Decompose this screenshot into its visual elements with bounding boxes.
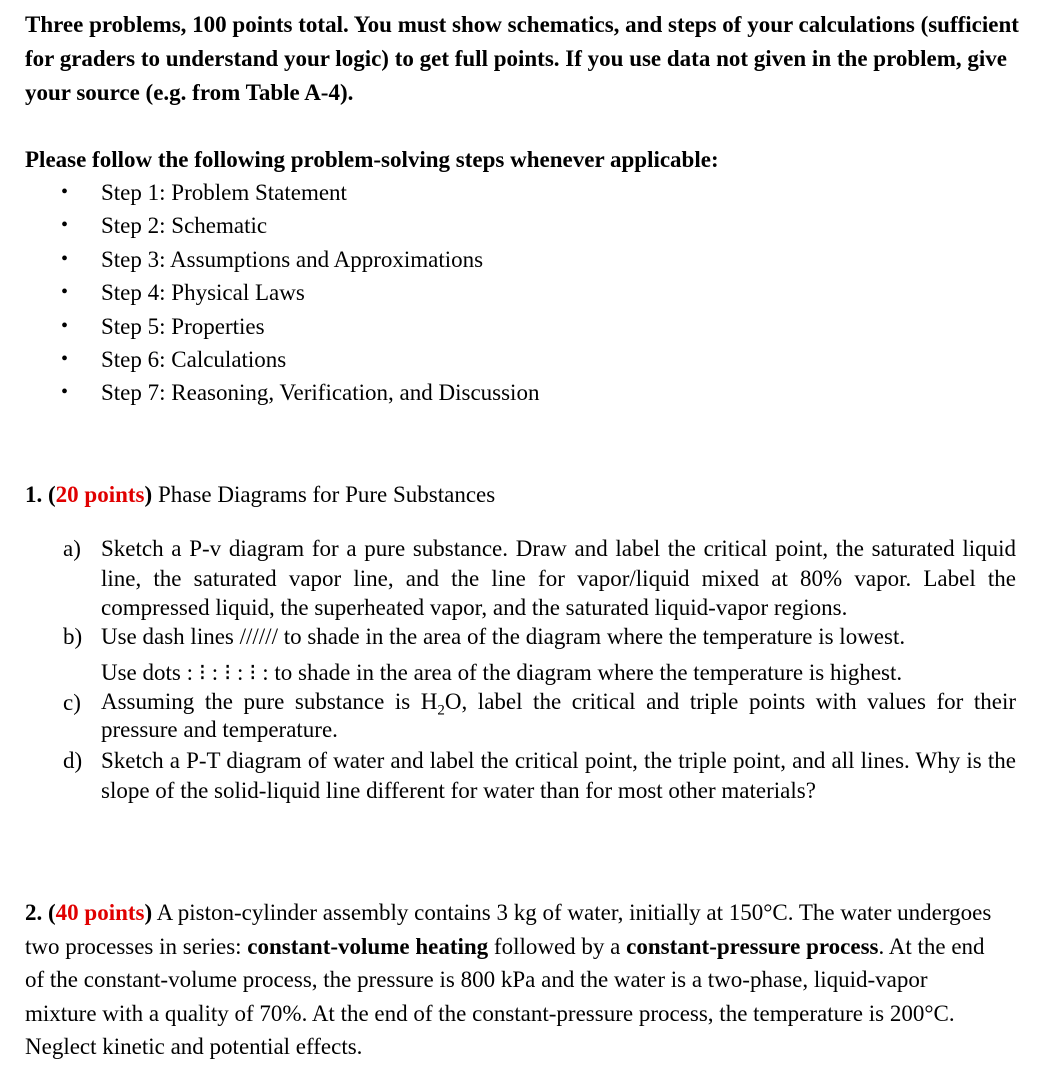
bullet-icon: • [61,381,69,404]
part-label: d) [63,748,83,773]
part-b-line1: Use dash lines ////// to shade in the area of the diagram where the temperature is lowest. [101,624,906,649]
step-text: Step 4: Physical Laws [101,280,305,306]
instructions-intro: Three problems, 100 points total. You must show schematics, and steps of your calculations (sufficient for graders to understand your logic) to get full points. If you use data not given in the problem, give your source (e.g. from Table A-4). [25,12,1019,105]
part-c-post: O, label the critical and triple points with values for their pressure and temperature. [101,689,1016,742]
bullet-icon: • [61,247,69,270]
part-label: a) [63,536,81,561]
problem1-points: 20 points [55,482,145,507]
problem2-close: ) [144,900,153,925]
bullet-icon: • [61,347,69,370]
problem2-points: 40 points [55,900,145,925]
part-text: Sketch a P-v diagram for a pure substance. Draw and label the critical point, the saturated liquid line, the saturated vapor line, and the line for vapor/liquid mixed at 80% vapor. Label the compressed liquid, the superheated vapor, and the saturated liquid-vapor regions. [101,536,1016,620]
problem2-text-1: A piston-cylinder assembly contains 3 kg of water, initially at 150°C. The water undergoes two processes in series: [25,900,992,959]
part-label: b) [63,624,83,649]
part-b-line2 [101,658,1016,688]
bullet-icon: • [61,214,69,237]
step-text: Step 6: Calculations [101,346,287,372]
subscript-2: 2 [437,702,445,719]
bullet-icon: • [61,181,69,203]
problem2-number: 2. ( [25,900,56,925]
part-b-dots-prefix: Use dots : [101,659,199,685]
problem1-heading [25,478,495,512]
problem2-paragraph [25,896,1000,1064]
problem1-close: ) [144,482,153,507]
bullet-icon: • [61,281,69,304]
part-b-dots-suffix: to shade in the area of the diagram where the temperature is highest. [268,659,903,685]
problem1-number: 1. ( [25,482,56,507]
problem2-bold-1: constant-volume heating [247,933,489,959]
step-text: Step 5: Properties [101,313,265,339]
bullet-icon: • [61,314,69,337]
step-text: Step 1: Problem Statement [101,180,347,205]
step-text: Step 3: Assumptions and Approximations [101,246,484,272]
part-c-pre: Assuming the pure substance is H [101,689,438,714]
steps-heading: Please follow the following problem-solving steps whenever applicable: [25,147,719,172]
step-text: Step 2: Schematic [101,213,268,239]
dots-pattern: ⁝ : ⁝ : ⁝ : [198,659,269,685]
part-text: Sketch a P-T diagram of water and label the critical point, the triple point, and all lines. Why is the slope of the solid-liquid line different for water than for most other materials? [101,748,1016,803]
step-text: Step 7: Reasoning, Verification, and Discussion [101,380,540,406]
problem2-text-3: . At the end of the constant-volume process, the pressure is 800 kPa and the water is a two-phase, liquid-vapor mixture with a quality of 70%. At the end of the constant-pressure process, the temperature is 200°C. Neglect kinetic and potential effects. [25,933,985,1059]
part-text [101,622,1016,687]
problem2-text-2: followed by a [488,933,627,959]
problem2-bold-2: constant-pressure process [626,933,879,959]
problem1-title: Phase Diagrams for Pure Substances [152,482,496,507]
part-label: c) [63,690,81,715]
part-text [101,688,1016,744]
